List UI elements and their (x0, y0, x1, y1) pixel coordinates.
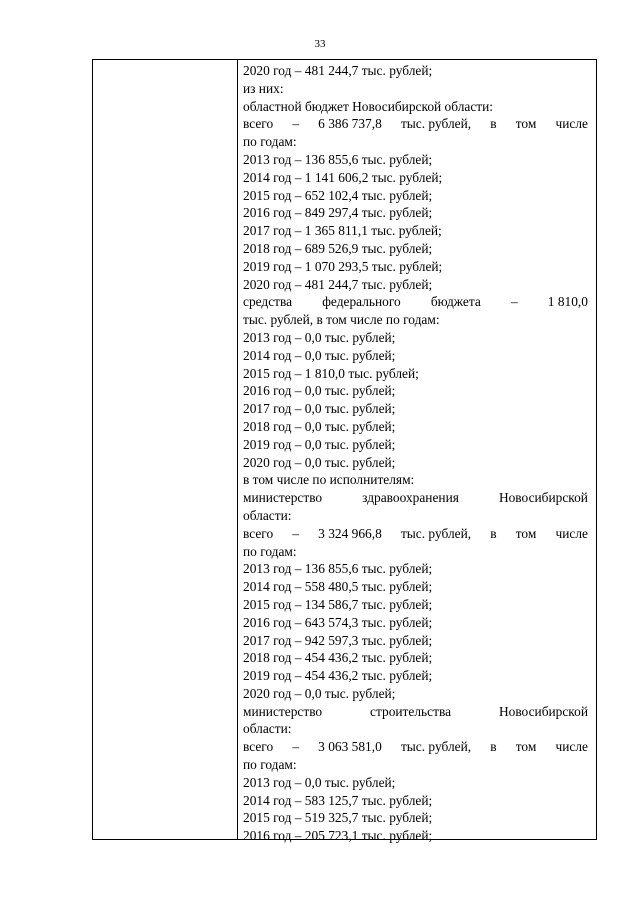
text-line: 2015 год – 1 810,0 тыс. рублей; (243, 365, 419, 381)
text-line: 2016 год – 643 574,3 тыс. рублей; (243, 614, 433, 630)
word: том (515, 525, 537, 541)
justified-line-health-total (243, 525, 588, 543)
text-line: 2020 год – 0,0 тыс. рублей; (243, 454, 396, 470)
text-line: 2020 год – 481 244,7 тыс. рублей; (243, 276, 433, 292)
word: 3 063 581,0 (318, 739, 382, 755)
text-line: 2020 год – 0,0 тыс. рублей; (243, 685, 396, 701)
word: всего (243, 739, 274, 755)
justified-line-construction-total (243, 738, 588, 756)
text-line: 2013 год – 0,0 тыс. рублей; (243, 774, 396, 790)
word: строительства (370, 703, 452, 719)
text-line: 2014 год – 0,0 тыс. рублей; (243, 347, 396, 363)
text-line: 2018 год – 454 436,2 тыс. рублей; (243, 650, 433, 666)
word: числе (555, 525, 588, 541)
funding-details-cell (243, 62, 588, 845)
text-line: 2014 год – 583 125,7 тыс. рублей; (243, 792, 433, 808)
page-number: 33 (314, 38, 326, 50)
text-line: области: (243, 507, 292, 523)
text-line: 2019 год – 1 070 293,5 тыс. рублей; (243, 258, 443, 274)
word: тыс. рублей, (400, 739, 472, 755)
text-line: 2017 год – 1 365 811,1 тыс. рублей; (243, 223, 442, 239)
text-line: 2015 год – 652 102,4 тыс. рублей; (243, 187, 433, 203)
text-line: 2016 год – 205 723,1 тыс. рублей; (243, 828, 433, 844)
text-line: 2015 год – 519 325,7 тыс. рублей; (243, 810, 433, 826)
text-line: 2018 год – 689 526,9 тыс. рублей; (243, 240, 433, 256)
word: в (490, 739, 497, 755)
justified-line-construction-ministry (243, 703, 588, 721)
text-line: 2019 год – 454 436,2 тыс. рублей; (243, 668, 433, 684)
word: в (490, 525, 497, 541)
word: – (292, 116, 300, 132)
word: 1 810,0 (547, 294, 588, 310)
text-line: по годам: (243, 134, 297, 150)
text-line: 2013 год – 136 855,6 тыс. рублей; (243, 561, 433, 577)
word: средства (243, 294, 293, 310)
word: 6 386 737,8 (318, 116, 382, 132)
word: – (292, 525, 300, 541)
word: – (510, 294, 518, 310)
word: всего (243, 116, 274, 132)
text-line: области: (243, 721, 292, 737)
word: министерство (243, 703, 323, 719)
word: 3 324 966,8 (318, 525, 382, 541)
text-line: 2014 год – 558 480,5 тыс. рублей; (243, 579, 433, 595)
text-line: по годам: (243, 757, 297, 773)
text-line: 2015 год – 134 586,7 тыс. рублей; (243, 596, 433, 612)
word: тыс. рублей, (400, 525, 472, 541)
justified-line-regional-total (243, 115, 588, 133)
text-line: 2017 год – 942 597,3 тыс. рублей; (243, 632, 433, 648)
word: в (490, 116, 497, 132)
justified-line-health-ministry (243, 489, 588, 507)
word: том (515, 739, 537, 755)
text-line: тыс. рублей, в том числе по годам: (243, 312, 440, 328)
word: Новосибирской (498, 490, 588, 506)
word: числе (555, 739, 588, 755)
word: числе (555, 116, 588, 132)
word: бюджета (430, 294, 481, 310)
text-line: областной бюджет Новосибирской области: (243, 98, 494, 114)
text-line: 2018 год – 0,0 тыс. рублей; (243, 418, 396, 434)
text-line: по годам: (243, 543, 297, 559)
funding-table (92, 59, 597, 844)
word: всего (243, 525, 274, 541)
text-line: 2019 год – 0,0 тыс. рублей; (243, 436, 396, 452)
text-line: 2014 год – 1 141 606,2 тыс. рублей; (243, 169, 443, 185)
word: федерального (322, 294, 401, 310)
word: тыс. рублей, (400, 116, 472, 132)
text-line: 2020 год – 481 244,7 тыс. рублей; (243, 63, 433, 78)
justified-line-federal-budget (243, 293, 588, 311)
text-line: в том числе по исполнителям: (243, 472, 415, 488)
word: том (515, 116, 537, 132)
text-line: из них: (243, 80, 284, 96)
text-line: 2016 год – 849 297,4 тыс. рублей; (243, 205, 433, 221)
word: здравоохранения (362, 490, 459, 506)
column-divider (237, 60, 238, 839)
text-line: 2013 год – 136 855,6 тыс. рублей; (243, 151, 433, 167)
word: министерство (243, 490, 323, 506)
word: – (292, 739, 300, 755)
text-line: 2016 год – 0,0 тыс. рублей; (243, 383, 396, 399)
text-line: 2013 год – 0,0 тыс. рублей; (243, 329, 396, 345)
word: Новосибирской (498, 703, 588, 719)
text-line: 2017 год – 0,0 тыс. рублей; (243, 401, 396, 417)
